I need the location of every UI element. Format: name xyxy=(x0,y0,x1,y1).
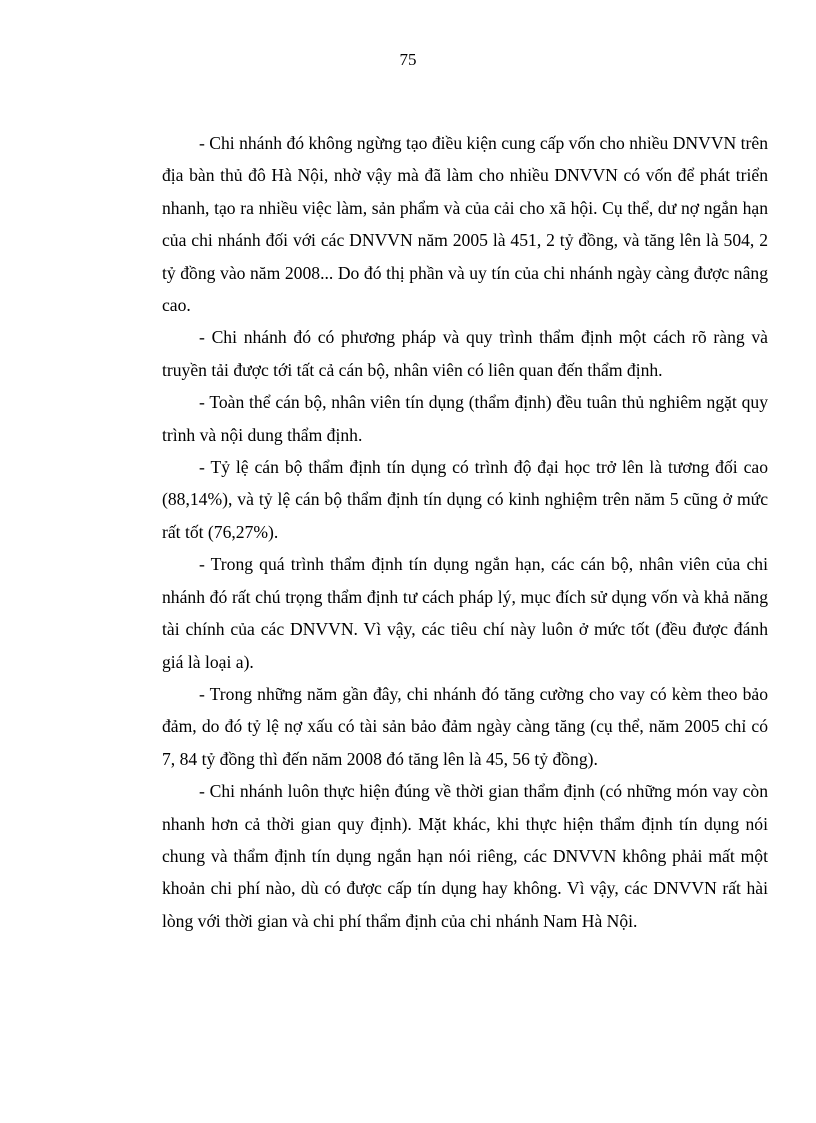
paragraph-secured-lending: - Trong những năm gần đây, chi nhánh đó tăng cường cho vay có kèm theo bảo đảm, do đó tỷ lệ nợ xấu có tài sản bảo đảm ngày càng tăng (cụ thể, năm 2005 chỉ có 7, 84 tỷ đồng thì đến năm 2008 đó tăng lên là 45, 56 tỷ đồng). xyxy=(162,683,768,769)
document-body xyxy=(162,127,768,937)
paragraph-staff-compliance: - Toàn thể cán bộ, nhân viên tín dụng (thẩm định) đều tuân thủ nghiêm ngặt quy trình và nội dung thẩm định. xyxy=(162,392,768,445)
paragraph-staff-qualification: - Tỷ lệ cán bộ thẩm định tín dụng có trình độ đại học trở lên là tương đối cao (88,14%), và tỷ lệ cán bộ thẩm định tín dụng có kinh nghiệm trên năm 5 cũng ở mức rất tốt (76,27%). xyxy=(162,457,768,542)
page-number: 75 xyxy=(399,50,417,69)
paragraph-appraisal-focus: - Trong quá trình thẩm định tín dụng ngắn hạn, các cán bộ, nhân viên của chi nhánh đó rất chú trọng thẩm định tư cách pháp lý, mục đích sử dụng vốn và khả năng tài chính của các DNVVN. Vì vậy, các tiêu chí này luôn ở mức tốt (đều được đánh giá là loại a). xyxy=(162,554,768,672)
paragraph-appraisal-time-cost: - Chi nhánh luôn thực hiện đúng về thời gian thẩm định (có những món vay còn nhanh hơn cả thời gian quy định). Mặt khác, khi thực hiện thẩm định tín dụng nói chung và thẩm định tín dụng ngắn hạn nói riêng, các DNVVN không phải mất một khoản chi phí nào, dù có được cấp tín dụng hay không. Vì vậy, các DNVVN rất hài lòng với thời gian và chi phí thẩm định của chi nhánh Nam Hà Nội. xyxy=(162,781,768,931)
paragraph-appraisal-method: - Chi nhánh đó có phương pháp và quy trình thẩm định một cách rõ ràng và truyền tải được tới tất cả cán bộ, nhân viên có liên quan đến thẩm định. xyxy=(162,327,768,380)
paragraph-branch-capital-supply: - Chi nhánh đó không ngừng tạo điều kiện cung cấp vốn cho nhiều DNVVN trên địa bàn thủ đô Hà Nội, nhờ vậy mà đã làm cho nhiều DNVVN có vốn để phát triển nhanh, tạo ra nhiều việc làm, sản phẩm và của cải cho xã hội. Cụ thể, dư nợ ngắn hạn của chi nhánh đối với các DNVVN năm 2005 là 451, 2 tỷ đồng, và tăng lên là 504, 2 tỷ đồng vào năm 2008... Do đó thị phần và uy tín của chi nhánh ngày càng được nâng cao. xyxy=(162,133,769,316)
